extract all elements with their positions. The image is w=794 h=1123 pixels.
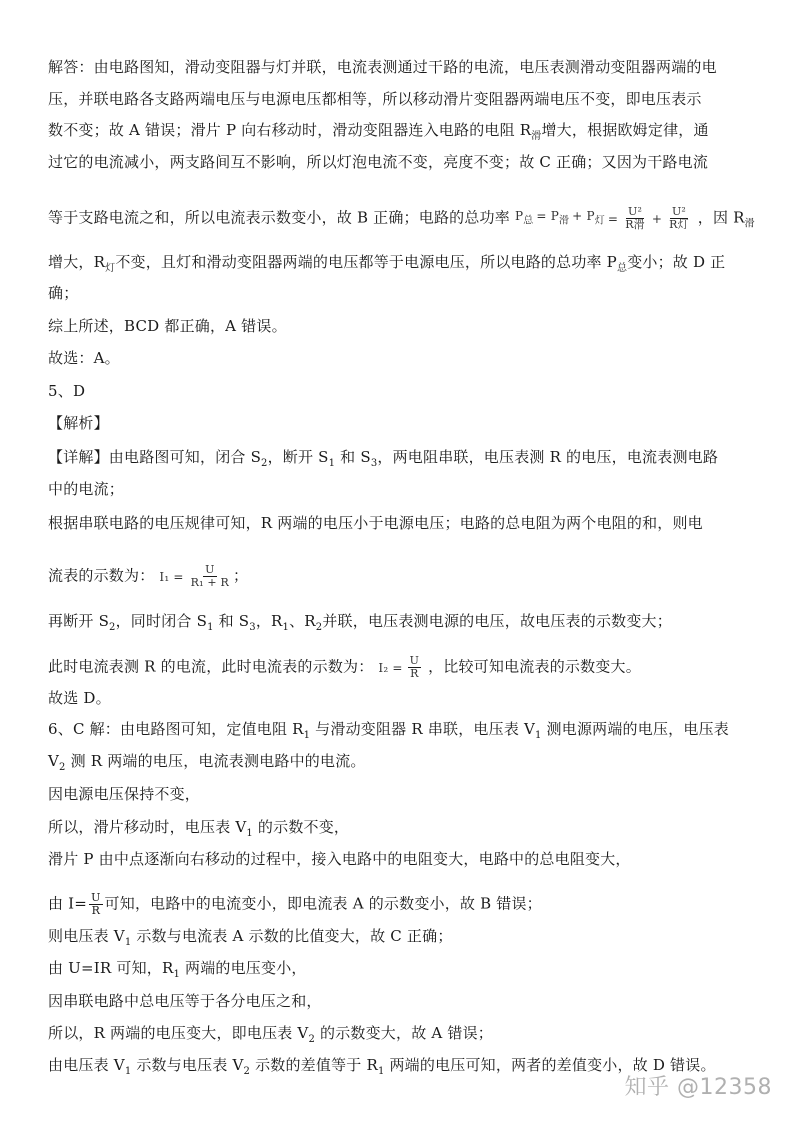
text-line: 5、D <box>48 382 86 400</box>
text-line: 数不变；故 A 错误；滑片 P 向右移动时，滑动变阻器连入电路的电阻 $R_滑$增大，根据欧姆定律，通 <box>48 121 709 142</box>
total-power-formula: $P_总$ = $P_滑$ + $P_灯$ = $\frac{\text{U²}}{\text{R滑}}$ + $\frac{\text{U²}}{\text{R灯}}$ <box>514 205 689 232</box>
text-line: 因电源电压保持不变， <box>48 785 201 803</box>
text-line: 所以，R 两端的电压变大，即电压表 $V_2$ 的示数变大，故 A 错误； <box>48 1024 493 1045</box>
text-line: 由电压表 $V_1$ 示数与电压表 $V_2$ 示数的差值等于 $R_1$ 两端的电压可知，两者的差值变小，故 D 错误。 <box>48 1056 716 1077</box>
text-line: 【解析】 <box>48 414 109 432</box>
text-line: 则电压表 $V_1$ 示数与电流表 A 示数的比值变大，故 C 正确； <box>48 927 453 948</box>
text-line: 流表的示数为： I₁ = $\frac{U}{\text{R₁ + R}}$ ； <box>48 563 249 589</box>
text-line: 故选 D。 <box>48 689 111 707</box>
text-line: 滑片 P 由中点逐渐向右移动的过程中，接入电路中的电阻变大，电路中的总电阻变大， <box>48 850 631 868</box>
text-line: 故选：A。 <box>48 349 120 367</box>
text-line: 根据串联电路的电压规律可知，R 两端的电压小于电源电压；电路的总电阻为两个电阻的和，则电 <box>48 514 703 532</box>
text-line: 过它的电流减小，两支路间互不影响，所以灯泡电流不变，亮度不变；故 C 正确；又因为干路电流 <box>48 153 709 171</box>
current-formula-parallel: I₂ = $\frac{U}{R}$ <box>378 654 420 680</box>
text-line: 【详解】由电路图可知，闭合 $S_2$，断开 $S_1$ 和 $S_3$，两电阻串联，电压表测 R 的电压，电流表测电路 <box>48 448 719 469</box>
text-line: 等于支路电流之和，所以电流表示数变小，故 B 正确；电路的总功率 $P_总$ = $P_滑$ + $P_灯$ = $\frac{\text{U²}}{\text{R滑}}$ + $\frac{\text{U²}}{\text{R灯}}$ ，因 $R_滑$ <box>48 205 755 232</box>
text-line: 因串联电路中总电压等于各分电压之和， <box>48 992 322 1010</box>
text-line: 中的电流； <box>48 480 125 498</box>
text-line: 解答：由电路图知，滑动变阻器与灯并联，电流表测通过干路的电流，电压表测滑动变阻器两端的电 <box>48 58 717 76</box>
text-line: 由 I= $\frac{U}{R}$ 可知，电路中的电流变小，即电流表 A 的示数变小，故 B 错误； <box>48 891 542 917</box>
text-line: 由 U=IR 可知，$R_1$ 两端的电压变小， <box>48 959 307 980</box>
text-line: 增大，$R_灯$不变，且灯和滑动变阻器两端的电压都等于电源电压，所以电路的总功率 $P_总$变小；故 D 正 <box>48 253 726 274</box>
text-line: 此时电流表测 R 的电流，此时电流表的示数为： I₂ = $\frac{U}{R}$ ，比较可知电流表的示数变大。 <box>48 654 641 680</box>
current-formula-series: I₁ = $\frac{U}{\text{R₁ + R}}$ <box>159 563 229 589</box>
text-line: 再断开 $S_2$，同时闭合 $S_1$ 和 $S_3$，$R_1$、$R_2$并联，电压表测电源的电压，故电压表的示数变大； <box>48 612 672 633</box>
watermark: 知乎 @12358 <box>624 1075 772 1100</box>
text-line: 所以，滑片移动时，电压表 $V_1$ 的示数不变， <box>48 818 350 839</box>
text-line: 压，并联电路各支路两端电压与电源电压都相等，所以移动滑片变阻器两端电压不变，即电压表示 <box>48 90 702 108</box>
text-line: 确； <box>48 284 79 302</box>
text-line: 综上所述，BCD 都正确，A 错误。 <box>48 317 287 335</box>
text-line: $V_2$ 测 R 两端的电压，电流表测电路中的电流。 <box>48 752 366 773</box>
ohm-fraction: $\frac{U}{R}$ <box>91 891 101 917</box>
text-line: 6、C 解：由电路图可知，定值电阻 $R_1$ 与滑动变阻器 R 串联，电压表 $V_1$ 测电源两端的电压，电压表 <box>48 720 729 741</box>
